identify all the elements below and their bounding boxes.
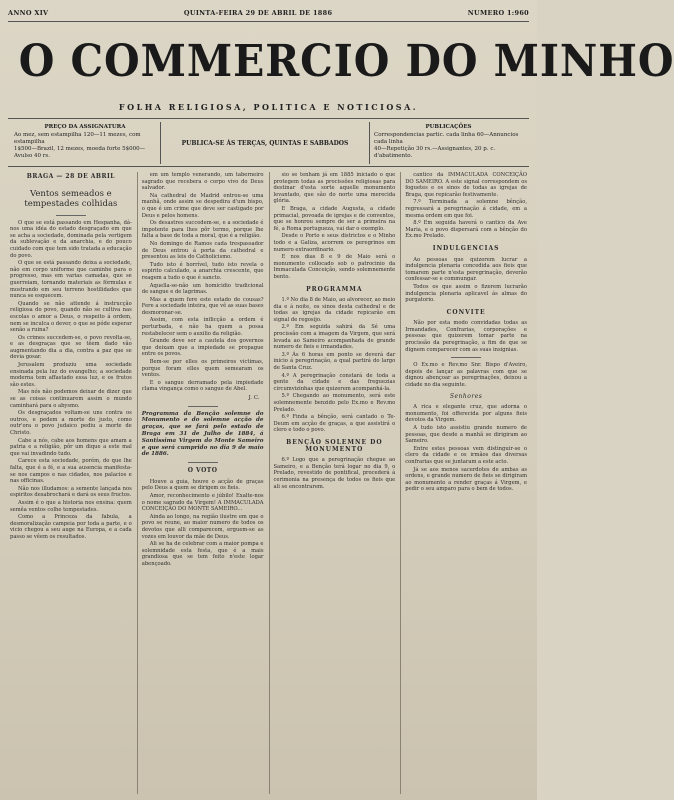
programme-item: 1.º No dia 8 de Maio, ao alvorecer, ao meio dia e á noite, os sinos desta cathedral e de todas as igrejas da cidade repicarão em signal de regosijo.: [273, 297, 396, 323]
article-paragraph: 8.º Em seguida haverá o cantico da Ave Maria, e o povo dispersará com a bênção do Ex.mo Prelado.: [405, 220, 527, 240]
masthead-divider: [8, 118, 529, 119]
article-paragraph: Ao pessoas que quizerem lucrar a indulgencia plenaria concedida aos fieis que tomarem parte n'esta peregrinação, deverão confessar-se e commungar.: [405, 256, 527, 283]
issue-number: NUMERO 1:960: [467, 9, 529, 17]
column-2: [137, 172, 264, 794]
column-3: [269, 172, 396, 794]
article-paragraph: Ainda ao longo, na região ilustre em que o povo se reune, ao maior numero de todos os devotos que alli comparecem, erguem-se as vozes em louvor da mãe de Deus.: [141, 513, 264, 540]
article-paragraph: Já se aos menos sacerdotes de ambas as ordens, e grande numero de fieis se dirigiram ao monumento a render graças á Virgem, e pedir o seu amparo para o bem de todos.: [405, 466, 527, 493]
article-paragraph: Não nos illudamos: a semente lançada nos espiritos desabrochará e dará os seus fructos.: [10, 485, 132, 499]
publications-heading: PUBLICAÇÕES: [425, 124, 472, 130]
article-paragraph: Quando se não attende á instrucção religiosa do povo, quando não se cultiva nas escolas o amor a Deus, o respeito á ordem, nem se inculca o dever, o que se póde esperar senão a ruina?: [10, 300, 132, 334]
article-paragraph: Os desgraçados voltam-se uns contra os outros, e pedem a morte do justo, como outr'ora o povo judaico pediu a morte de Christo.: [10, 410, 132, 436]
masthead-title: O COMMERCIO DO MINHO: [18, 36, 674, 87]
article-paragraph: E o sangue derramado pela impiedade clama vingança como o sangue de Abel.: [141, 379, 264, 393]
article-paragraph: E nos dias 8 e 9 de Maio será o monumento collocado sob o patrocinio da Immaculada Conceição, sendo solemnemente bento.: [273, 254, 396, 280]
programme-notice: Programma da Benção solemne do Monumento e do solemne acção de graças, que se fará pelo estado de Braga em 31 de Julho de 1884, á Santissima Virgem do Monte Sameiro e que será cumprido no dia 9 de maio de 1886.: [141, 410, 264, 458]
article-paragraph: Ali se ha de celebrar com a maior pompa e solemnidade esta festa, que é a mais grandiosa que se tem feito n'este logar abençoado.: [141, 541, 264, 567]
article-paragraph: Como a Princeza da fabula, a desmoralização campeia por toda a parte, e o vicio chegou a seu auge na Europa, e a cada passo se vêem os resultados.: [10, 514, 132, 540]
article-paragraph: A rica e elegante cruz, que adorna o monumento, foi offerecida por alguns fieis devotos da Virgem.: [405, 404, 527, 424]
programme-item: 3.º Ás 6 horas em ponto se deverá dar inicio á peregrinação, a qual partirá do largo de Santa Cruz.: [273, 351, 396, 372]
publication-box: [160, 122, 370, 164]
article-paragraph: cantico da IMMACULADA CONCEIÇÃO DO SAMEIRO. A este signal correspondem os foguetes e os sinos de todas as igrejas de Braga, que repicarão festivamente.: [405, 172, 527, 198]
article-paragraph: Tudo isto é horrível, tudo isto revela o espirito calculado, a anarchia crescente, que reagem a tudo o que é sancto.: [141, 261, 264, 281]
article-columns: [10, 172, 527, 794]
programme-item: 4.º A peregrinação constará de toda a gente da cidade e das freguezias circumvizinhas que quizerem acompanhá-la.: [273, 372, 396, 392]
article-paragraph: Bem-se por elles os primeiros victimas, porque foram elles quem semearam os ventos.: [141, 359, 264, 379]
article-paragraph: Assim é o que a historia nos ensina: quem semêa ventos colhe tempestades.: [10, 499, 132, 513]
article-paragraph: Carece esta sociedade, porém, do que lhe falta, que é a fé, e a sua ausencia manifesta-se nos campos e nas cidades, nos palacios e nas officinas.: [10, 458, 132, 485]
article-paragraph: O que se está passando deixa a sociedade, não em corpo uniforme que caminhe para o progresso, mas em varias camadas, que se guerreiam, tornando materiais as fórmulas e mostrando em seu terreno hostilidades que nunca se esquecem.: [10, 260, 132, 300]
article-paragraph: E Braga, a cidade Augusta, a cidade primacial, povoada de igrejas e de conventos, que se honrou sempre de ser a primeira na fé, a Roma portugueza, vai dar o exemplo.: [273, 205, 396, 232]
masthead-subtitle: FOLHA RELIGIOSA, POLITICA E NOTICIOSA.: [118, 102, 419, 112]
article-paragraph: Os crimes succedem-se, o povo revolta-se, e as desgraças que se têem dado vão augmentando dia a dia, contra a paz que se devia gosar.: [10, 334, 132, 361]
volume-label: ANNO XIV: [8, 9, 49, 17]
programme-item: 6.º Finda a bênção, será cantado o Te-Deum em acção de graças, a que assistirá o clero e todo o povo.: [273, 414, 396, 434]
section-rule: [188, 406, 218, 407]
article-paragraph: O Ex.mo e Rev.mo Snr. Bispo d'Aveiro, depois de lançar as palavras com que se dignou abençoar as peregrinações, deixou a cidade no dia seguinte.: [405, 362, 527, 389]
section-rule: [451, 357, 481, 358]
article-paragraph: em um templo venerando, um taberneiro sagrado que recebera o corpo vivo do Deus salvador.: [141, 172, 264, 192]
programme-heading: PROGRAMMA: [306, 285, 363, 293]
article-paragraph: Mas nós não podemos deixar de dizer que se as coisas continuarem assim o mundo caminhará para o abysmo.: [10, 389, 132, 409]
article-paragraph: No domingo de Ramos cada trespassador de Deus entrou á porta da cathedral e presentou as leis do Catholicismo.: [141, 240, 264, 261]
article-paragraph: Grande deve ser a cautela dos governos que deixam que a impiedade se propague entre os povos.: [141, 338, 264, 358]
article-paragraph: 7.º Terminada a solemne bênção, regressará a peregrinação á cidade, em a mesma ordem em que foi.: [405, 199, 527, 219]
subscription-heading: PREÇO DA ASSIGNATURA: [44, 124, 126, 130]
issue-date: QUINTA-FEIRA 29 DE ABRIL DE 1886: [183, 9, 333, 17]
article-paragraph: Houve a guia, houve o acção de graças pelo Deus a quem se dirigem os fieis.: [141, 478, 264, 492]
article-paragraph: Amor, reconhecimento e júbilo! Exalte-nos o nome sagrado da Virgem! A IMMACULADA CONCEIÇÃO DO MONTE SAMEIRO...: [141, 492, 264, 513]
article-paragraph: A tudo isto assistiu grande numero de pessoas, que desde a manhã se dirigiram ao Sameiro.: [405, 425, 527, 445]
headline-rule: [56, 215, 86, 216]
article-paragraph: Os desastres succedem-se, e a sociedade é impotente para lhes pôr termo, porque lhe falta a base de toda a moral, que é a religião.: [141, 220, 264, 240]
publications-line: 40—Repetição 30 rs.—Assignantes, 20 p. c. d'abatimento.: [374, 146, 496, 159]
info-divider: [8, 166, 529, 167]
article-paragraph: Aquella-se-não um homicidio tradicional de sangue e de lagrimas.: [141, 282, 264, 296]
invitation-heading: CONVITE: [446, 308, 486, 316]
article-headline: Ventos semeados e tempestades colhidas: [24, 188, 118, 209]
section-rule: [188, 462, 218, 463]
article-paragraph: Jerusalem produziu uma sociedade ensinada pela luz do evangelho; a sociedade moderna tem affastado essa luz, e os frutos são estes.: [10, 362, 132, 388]
blessing-heading: BENÇÃO SOLEMNE DO MONUMENTO: [286, 438, 383, 453]
article-paragraph: O que se está passando em Hespanha, dá-nos uma idéa do estado desgraçado em que se acha a sociedade, dominada pela vertigem da sublevação e da anarchia, e do pouco cuidado com que tem sido tratada a educação do povo.: [10, 219, 132, 259]
subscription-line: 1$500—Brazil, 12 mezes, moeda forte 5$000—Avulso 40 rs.: [14, 146, 146, 159]
article-paragraph: 6.º Logo que a peregrinação chegue ao Sameiro, e a Benção terá logar no dia 9, o Prelado, revestido de pontifical, procederá á cerimonia na presença de todos os fieis que ali se encontrarem.: [273, 457, 396, 490]
article-paragraph: Todos os que assim o fizerem lucrarão indulgencia plenaria aplicavel ás almas do purgatorio.: [405, 283, 527, 304]
article-paragraph: Assim, com esta inflicção a ordem é perturbada, e não ha quem a possa restabelecer sem o auxilio da religião.: [141, 317, 264, 337]
article-paragraph: sio se tenham já em 1885 iniciado o que protegem todas as procissões religiosas para destinar d'esta sorte aquelle monumento levantado, que são do norte uma merecida glória.: [273, 172, 396, 205]
info-bar: [10, 122, 527, 164]
publications-box: [370, 122, 527, 164]
column-4: [400, 172, 527, 794]
dateline: BRAGA — 28 DE ABRIL: [26, 173, 115, 180]
salutation: Senhores: [449, 392, 483, 400]
indulgences-heading: INDULGENCIAS: [432, 244, 500, 252]
article-paragraph: Não por esta modo convidadas todas as Irmandades, Confrarias, corporações e pessoas que quizerem tomar parte na procissão da peregrinação, a fim de que se dignem comparecer com as suas insignias.: [405, 320, 527, 353]
article-paragraph: Entre estes pessoas vem distinguir-se o clero da cidade e os irmãos das diversas confrarias que se juntaram a este acto.: [405, 445, 527, 465]
top-divider: [8, 21, 529, 22]
programme-item: 2.º Em seguida sahirá da Sé uma procissão com a imagem da Virgem, que será levada ao Sameiro acompanhada de grande numero de fieis e irmandades.: [273, 324, 396, 351]
subscription-line: Ao mez, sem estampilha 120—11 mezes, com estampilha: [14, 132, 141, 145]
programme-item: 5.º Chegando ao monumento, será este solemnemente benzido pelo Ex.mo e Rev.mo Prelado.: [273, 393, 396, 413]
vote-heading: O VOTO: [187, 467, 218, 475]
article-paragraph: Mas a quem fere este estado de cousas? Fere a sociedade inteira, que vê as suas bases desmoronar-se.: [141, 296, 264, 316]
article-paragraph: Na cathedral de Madrid entrou-se uma manhã, onde assim se despedira d'um bispo, o que é um crime que deve ser castigado por Deus e pelos homens.: [141, 192, 264, 219]
article-signature: J. C.: [248, 395, 260, 401]
header-topline: [8, 6, 529, 20]
column-1: [10, 172, 132, 794]
article-paragraph: Cabe a nós, cabe aos homens que amam a patria e a religião, pôr um dique a este mal que vai invadindo tudo.: [10, 437, 132, 457]
publication-days: PUBLICA-SE ÁS TERÇAS, QUINTAS E SABBADOS: [181, 139, 349, 147]
publications-line: Correspondencias partic. cada linha 60—Annuncios cada linha: [374, 132, 519, 145]
article-paragraph: Desde o Porto e seus districtos e o Minho todo e a Galiza, acorrem os peregrinos em numero extraordinario.: [273, 233, 396, 253]
subscription-box: [10, 122, 160, 164]
